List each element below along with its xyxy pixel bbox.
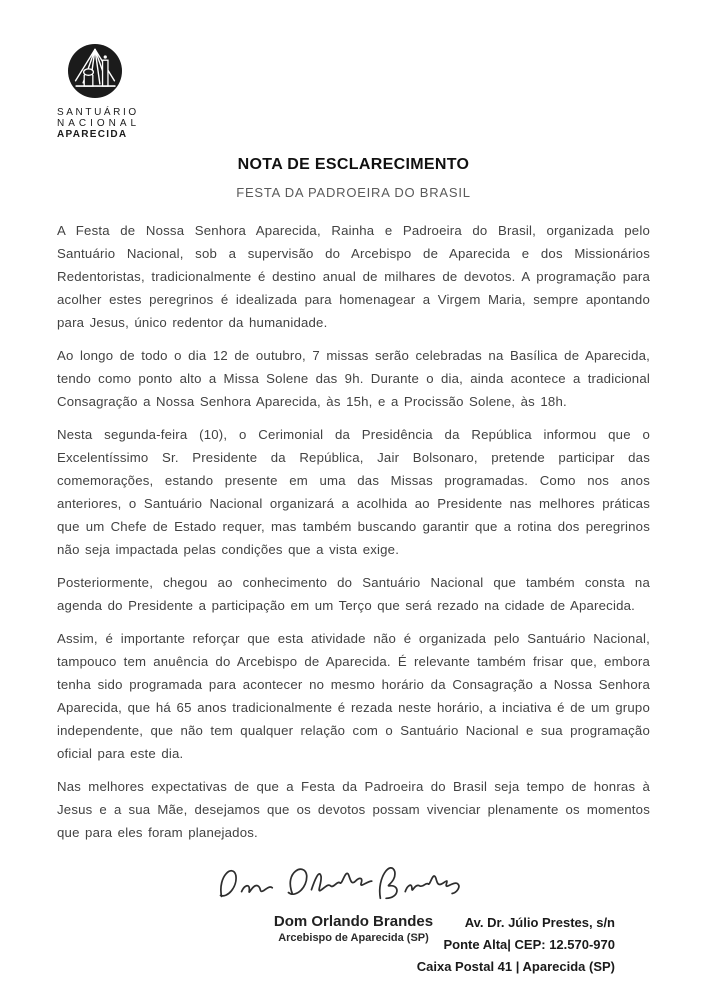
handwritten-signature-icon xyxy=(210,858,478,908)
sanctuary-logo xyxy=(57,44,147,140)
logo-line-santuario: SANTUÁRIO xyxy=(57,107,139,118)
paragraph: A Festa de Nossa Senhora Aparecida, Rainha e Padroeira do Brasil, organizada pelo Santuário Nacional, sob a supervisão do Arcebispo de Aparecida e dos Missionários Redentoristas, tradicionalmente é destino anual de milhares de devotos. A programação para acolher estes peregrinos é idealizada para homenagear a Virgem Maria, sempre apontando para Jesus, único redentor da humanidade. xyxy=(57,223,650,330)
logo-wordmark xyxy=(57,107,139,140)
paragraph: Nesta segunda-feira (10), o Cerimonial da Presidência da República informou que o Excelentíssimo Sr. Presidente da República, Jair Bolsonaro, pretende participar das comemorações, estando presente em uma das Missas programadas. Como nos anos anteriores, o Santuário Nacional organizará a acolhida ao Presidente nas melhores práticas que um Chefe de Estado requer, mas também buscando garantir que a rotina dos peregrinos não seja impactada pelas condições que a vista exige. xyxy=(57,427,650,557)
note-title: NOTA DE ESCLARECIMENTO xyxy=(237,156,470,173)
signatory-name: Dom Orlando Brandes xyxy=(273,913,434,930)
note-subtitle: FESTA DA PADROEIRA DO BRASIL xyxy=(236,185,471,200)
address-block xyxy=(417,912,615,978)
basilica-logo-icon xyxy=(68,44,122,98)
address-line: Av. Dr. Júlio Prestes, s/n xyxy=(464,915,615,930)
logo-line-nacional: NACIONAL xyxy=(57,118,141,129)
address-line: Ponte Alta| CEP: 12.570-970 xyxy=(443,937,615,952)
address-line: Caixa Postal 41 | Aparecida (SP) xyxy=(416,959,615,974)
paragraph: Ao longo de todo o dia 12 de outubro, 7 missas serão celebradas na Basílica de Aparecida, tendo como ponto alto a Missa Solene das 9h. Durante o dia, ainda acontece a tradicional Consagração a Nossa Senhora Aparecida, às 15h, e a Procissão Solene, às 18h. xyxy=(57,348,650,409)
paragraph: Nas melhores expectativas de que a Festa da Padroeira do Brasil seja tempo de honras à Jesus e a sua Mãe, desejamos que os devotos possam vivenciar plenamente os momentos que para eles foram planejados. xyxy=(57,779,650,840)
logo-line-aparecida: APARECIDA xyxy=(57,129,128,140)
signatory-role: Arcebispo de Aparecida (SP) xyxy=(278,932,429,944)
paragraph: Assim, é importante reforçar que esta atividade não é organizada pelo Santuário Nacional, tampouco tem anuência do Arcebispo de Aparecida. É relevante também frisar que, embora tenha sido programada para acontecer no mesmo horário da Consagração a Nossa Senhora Aparecida, que há 65 anos tradicionalmente é rezada neste horário, a inciativa é de um grupo independente, que não tem qualquer relação com o Santuário Nacional e sua programação oficial para este dia. xyxy=(57,631,650,761)
paragraph: Posteriormente, chegou ao conhecimento do Santuário Nacional que também consta na agenda do Presidente a participação em um Terço que será rezado na cidade de Aparecida. xyxy=(57,575,650,613)
note-body xyxy=(57,219,650,844)
